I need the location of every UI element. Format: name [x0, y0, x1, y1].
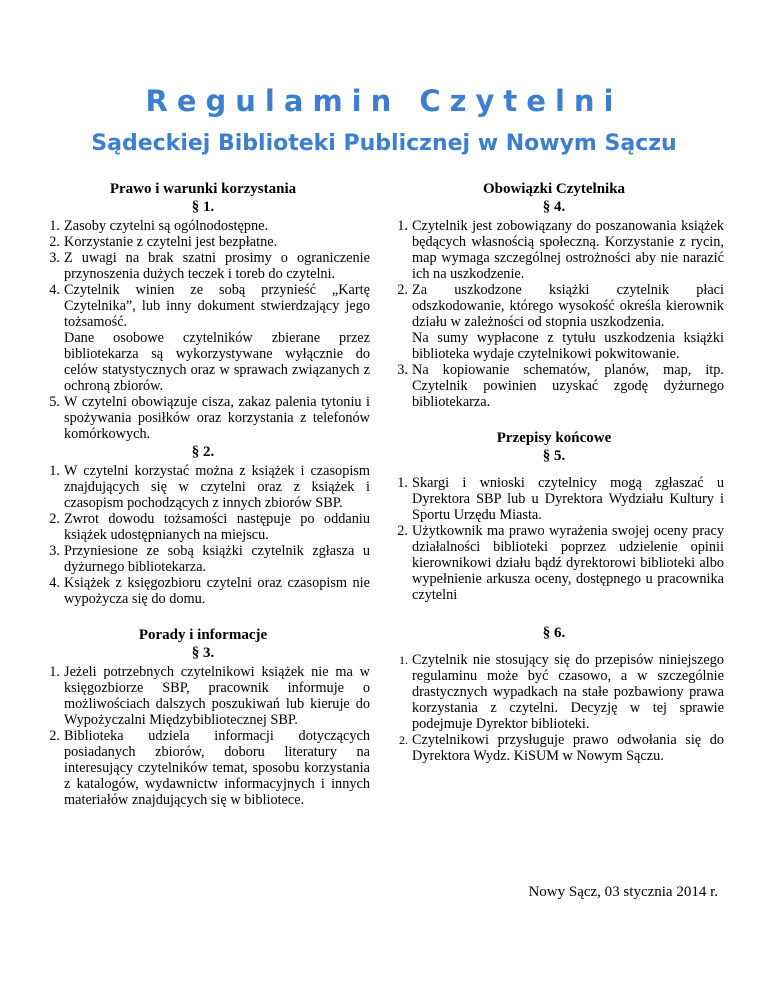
- item-number: 1.: [49, 463, 60, 479]
- item-text: Czytelnik nie stosujący się do przepisów niniejszego regulaminu może być czasowo, a w szczególnie drastycznych wypadkach na stałe pozbawiony prawa korzystania z czytelni. Decyzję w tej sprawie podejmuje Dyrektor biblioteki.: [412, 652, 724, 732]
- item-text: Zwrot dowodu tożsamości następuje po oddaniu książek udostępnianych na miejscu.: [64, 511, 370, 543]
- item-number: 1.: [397, 218, 408, 234]
- list-item: [384, 282, 724, 362]
- list-item: [384, 523, 724, 603]
- item-text: Na kopiowanie schematów, planów, map, itp. Czytelnik powinien uzyskać zgodę dyżurnego bibliotekarza.: [412, 362, 724, 410]
- item-text: Korzystanie z czytelni jest bezpłatne.: [64, 234, 278, 250]
- list-item: [384, 732, 724, 764]
- item-number: 1.: [399, 653, 408, 667]
- item-number: 1.: [49, 218, 60, 234]
- item-number: 2.: [49, 511, 60, 527]
- item-number: 2.: [49, 234, 60, 250]
- paragraph-6-marker: § 6.: [542, 625, 566, 641]
- list-item: [36, 543, 370, 575]
- list-item: [36, 282, 370, 394]
- item-text: W czytelni obowiązuje cisza, zakaz palenia tytoniu i spożywania posiłków oraz korzystania z telefonów komórkowych.: [64, 394, 370, 442]
- list-item: [36, 664, 370, 728]
- section-heading-advice: Porady i informacje: [138, 627, 268, 643]
- right-column: [384, 181, 724, 764]
- item-text: W czytelni korzystać można z książek i czasopism znajdujących się w czytelni oraz z książek i czasopism pochodzących z innych zbiorów SBP.: [64, 463, 370, 511]
- list-item: [384, 475, 724, 523]
- paragraph-2-marker: § 2.: [191, 444, 215, 460]
- paragraph-3-marker: § 3.: [191, 645, 215, 661]
- item-text: Biblioteka udziela informacji dotyczących posiadanych zbiorów, doboru literatury na interesujący czytelników temat, sposobu korzystania z katalogów, wydawnictw informacyjnych i innych materiałów znajdujących się w bibliotece.: [64, 728, 370, 808]
- item-number: 3.: [49, 543, 60, 559]
- item-text: Czytelnik jest zobowiązany do poszanowania książek będących własnością społeczną. Korzystanie z rycin, map wymaga szczególnej ostrożności aby nie narazić ich na uszkodzenie.: [412, 218, 724, 282]
- document-subtitle: Sądeckiej Biblioteki Publicznej w Nowym Sączu: [91, 131, 677, 156]
- item-number: 2.: [49, 728, 60, 744]
- item-number: 2.: [397, 282, 408, 298]
- item-text: Jeżeli potrzebnych czytelnikowi książek nie ma w księgozbiorze SBP, pracownik informuje o możliwościach dalszych poszukiwań lub kieruje do Wypożyczalni Międzybibliotecznej SBP.: [64, 664, 370, 728]
- item-text: Książek z księgozbioru czytelni oraz czasopism nie wypożycza się do domu.: [64, 575, 370, 607]
- list-item: [384, 362, 724, 410]
- item-number: 3.: [49, 250, 60, 266]
- item-text: Z uwagi na brak szatni prosimy o ograniczenie przynoszenia dużych teczek i toreb do czytelni.: [64, 250, 370, 282]
- paragraph-2-list: [36, 463, 370, 607]
- list-item: [384, 218, 724, 282]
- list-item: [36, 218, 370, 234]
- paragraph-3-list: [36, 664, 370, 808]
- paragraph-1-marker: § 1.: [191, 199, 215, 215]
- list-item: [36, 463, 370, 511]
- item-number: 5.: [49, 394, 60, 410]
- item-text: Czytelnik winien ze sobą przynieść „Kartę Czytelnika”, lub inny dokument stwierdzający jego tożsamość.: [64, 282, 370, 330]
- paragraph-5-list: [384, 475, 724, 603]
- paragraph-4-list: [384, 218, 724, 410]
- item-text: Czytelnikowi przysługuje prawo odwołania się do Dyrektora Wydz. KiSUM w Nowym Sączu.: [412, 732, 724, 764]
- item-number: 2.: [399, 733, 408, 747]
- section-heading-duties: Obowiązki Czytelnika: [482, 181, 626, 197]
- list-item: [36, 250, 370, 282]
- paragraph-4-marker: § 4.: [542, 199, 566, 215]
- section-heading-final: Przepisy końcowe: [496, 430, 612, 446]
- item-text: Przyniesione ze sobą książki czytelnik zgłasza u dyżurnego bibliotekarza.: [64, 543, 370, 575]
- item-number: 3.: [397, 362, 408, 378]
- list-item: [36, 394, 370, 442]
- left-column: [36, 181, 370, 808]
- item-number: 4.: [49, 282, 60, 298]
- item-text: Zasoby czytelni są ogólnodostępne.: [64, 218, 269, 234]
- paragraph-1-list: [36, 218, 370, 442]
- item-number: 1.: [49, 664, 60, 680]
- item-number: 1.: [397, 475, 408, 491]
- list-item: [36, 575, 370, 607]
- item-text: Skargi i wnioski czytelnicy mogą zgłaszać u Dyrektora SBP lub u Dyrektora Wydziału Kultury i Sportu Urzędu Miasta.: [412, 475, 724, 523]
- list-item: [36, 728, 370, 808]
- item-extra-text: Dane osobowe czytelników zbierane przez bibliotekarza są wykorzystywane wyłącznie do celów statystycznych oraz w sprawach związanych z ochroną zbiorów.: [64, 330, 370, 394]
- list-item: [36, 234, 370, 250]
- paragraph-5-marker: § 5.: [542, 448, 566, 464]
- item-number: 4.: [49, 575, 60, 591]
- item-extra-text: Na sumy wypłacone z tytułu uszkodzenia książki biblioteka wydaje czytelnikowi pokwitowanie.: [412, 330, 724, 362]
- list-item: [384, 652, 724, 732]
- document-title: Regulamin Czytelni: [145, 84, 623, 118]
- section-heading-rights: Prawo i warunki korzystania: [109, 181, 297, 197]
- item-number: 2.: [397, 523, 408, 539]
- date-signature: Nowy Sącz, 03 stycznia 2014 r.: [528, 884, 718, 900]
- list-item: [36, 511, 370, 543]
- item-text: Użytkownik ma prawo wyrażenia swojej oceny pracy działalności biblioteki poprzez udzielenie opinii kierownikowi działu bądź dyrektorowi biblioteki albo wypełnienie arkusza oceny, dostępnego u pracownika czytelni: [412, 523, 724, 603]
- item-text: Za uszkodzone książki czytelnik płaci odszkodowanie, którego wysokość określa kierownik działu w zależności od stopnia uszkodzenia.: [412, 282, 724, 330]
- paragraph-6-list: [384, 652, 724, 764]
